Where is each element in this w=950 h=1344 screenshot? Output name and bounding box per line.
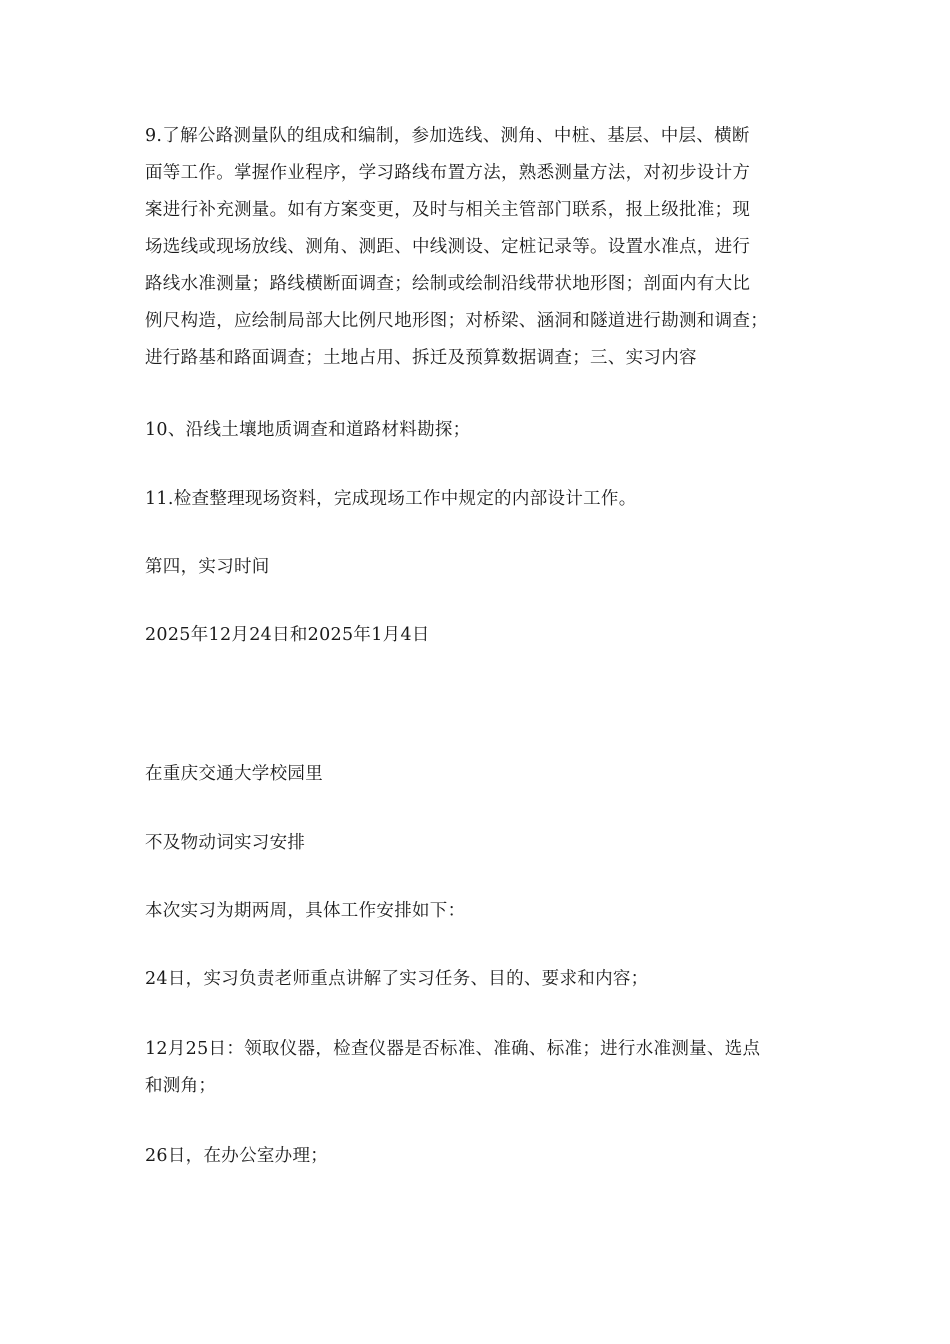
text-line: 面等工作。掌握作业程序，学习路线布置方法，熟悉测量方法，对初步设计方 bbox=[145, 163, 751, 183]
text-line: 10、沿线土壤地质调查和道路材料勘探； bbox=[145, 420, 471, 440]
text-line: 在重庆交通大学校园里 bbox=[145, 764, 323, 784]
text-line: 例尺构造，应绘制局部大比例尺地形图；对桥梁、涵洞和隧道进行勘测和调查； bbox=[145, 311, 768, 331]
heading-text: 不及物动词实习安排 bbox=[145, 833, 306, 853]
text-line: 9.了解公路测量队的组成和编制，参加选线、测角、中桩、基层、中层、横断 bbox=[145, 126, 750, 146]
paragraph-location bbox=[145, 756, 810, 793]
paragraph-item-9 bbox=[145, 118, 810, 377]
text-line: 12月25日：领取仪器，检查仪器是否标准、准确、标准；进行水准测量、选点 bbox=[145, 1039, 761, 1059]
paragraph-dates bbox=[145, 617, 810, 654]
paragraph-item-11 bbox=[145, 481, 810, 518]
text-line: 路线水准测量；路线横断面调查；绘制或绘制沿线带状地形图；剖面内有大比 bbox=[145, 274, 751, 294]
text-line: 本次实习为期两周，具体工作安排如下： bbox=[145, 901, 466, 921]
section-heading-practice-time bbox=[145, 549, 810, 586]
paragraph-item-10 bbox=[145, 412, 810, 449]
text-line: 场选线或现场放线、测角、测距、中线测设、定桩记录等。设置水准点，进行 bbox=[145, 237, 751, 257]
text-line: 进行路基和路面调查；土地占用、拆迁及预算数据调查；三、实习内容 bbox=[145, 348, 697, 368]
text-line: 26日，在办公室办理； bbox=[145, 1146, 329, 1166]
heading-text: 第四，实习时间 bbox=[145, 557, 270, 577]
text-line: 2025年12月24日和2025年1月4日 bbox=[145, 625, 430, 645]
paragraph-schedule-intro bbox=[145, 893, 810, 930]
paragraph-day-25 bbox=[145, 1031, 810, 1105]
paragraph-day-26 bbox=[145, 1138, 810, 1175]
paragraph-day-24 bbox=[145, 961, 810, 998]
text-line: 24日，实习负责老师重点讲解了实习任务、目的、要求和内容； bbox=[145, 969, 649, 989]
text-line: 案进行补充测量。如有方案变更，及时与相关主管部门联系，报上级批准；现 bbox=[145, 200, 751, 220]
section-heading-schedule bbox=[145, 825, 810, 862]
text-line: 11.检查整理现场资料，完成现场工作中规定的内部设计工作。 bbox=[145, 489, 637, 509]
text-line: 和测角； bbox=[145, 1076, 217, 1096]
